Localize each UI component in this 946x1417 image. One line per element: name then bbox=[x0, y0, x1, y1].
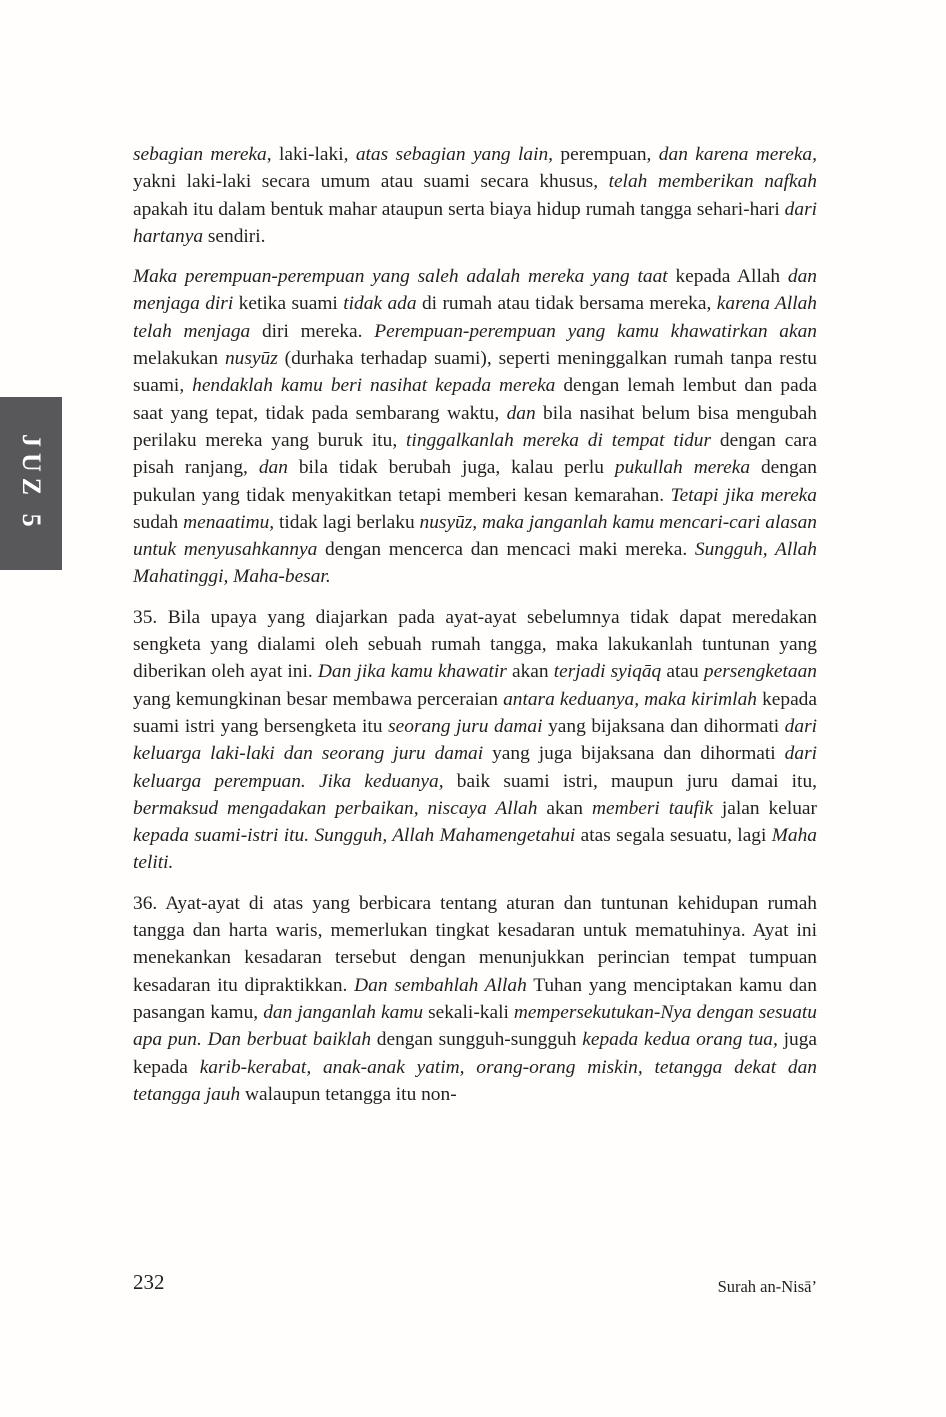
text-segment: tidak lagi berlaku bbox=[274, 511, 420, 533]
text-segment-italic: dan janganlah kamu bbox=[263, 1001, 424, 1023]
paragraph bbox=[133, 141, 817, 250]
text-segment-italic: kepada suami-istri itu. Sungguh, Allah Mahamengetahui bbox=[133, 825, 576, 847]
paragraph bbox=[133, 890, 817, 1108]
text-segment-italic: antara keduanya, maka kirimlah bbox=[503, 688, 757, 710]
text-segment-italic: Dan jika kamu khawatir bbox=[317, 661, 507, 683]
text-segment-italic: atas sebagian yang lain, bbox=[355, 144, 554, 165]
text-segment: bila nasihat belum bisa mengubah perilaku mereka yang buruk itu, bbox=[133, 402, 818, 451]
text-segment-italic: dari keluarga perempuan. Jika keduanya, bbox=[133, 743, 817, 792]
paragraph bbox=[133, 263, 817, 591]
text-segment-italic: menaatimu, bbox=[183, 511, 275, 533]
text-segment-italic: tinggalkanlah mereka di tempat tidur bbox=[406, 429, 712, 451]
body-text bbox=[133, 141, 817, 1108]
text-segment-italic: karib-kerabat, anak-anak yatim, orang-orang miskin, tetangga dekat dan tetangga jauh bbox=[133, 1056, 817, 1105]
text-segment: diri mereka. bbox=[250, 320, 375, 342]
juz-spine-tab bbox=[0, 397, 62, 570]
text-segment-italic: dari hartanya bbox=[133, 198, 817, 247]
text-segment-italic: persengketaan bbox=[703, 661, 817, 683]
text-segment-italic: Perempuan-perempuan yang kamu khawatirkan akan bbox=[374, 320, 818, 342]
footer-surah-title: Surah an-Nisā’ bbox=[717, 1277, 817, 1296]
text-segment: dengan cara pisah ranjang, bbox=[133, 429, 817, 479]
text-segment-italic: bermaksud mengadakan perbaikan, niscaya Allah bbox=[133, 797, 538, 819]
text-segment-italic: memberi taufik bbox=[591, 797, 713, 819]
text-segment: atau bbox=[661, 661, 704, 683]
text-segment-italic: seorang juru damai bbox=[388, 715, 543, 737]
text-segment-italic: sebagian mereka bbox=[133, 144, 267, 165]
text-segment: dengan mencerca dan mencaci maki mereka. bbox=[317, 539, 695, 561]
paragraph bbox=[133, 604, 817, 877]
text-segment-italic: mempersekutukan-Nya dengan sesuatu apa pun. Dan berbuat baiklah bbox=[133, 1001, 817, 1051]
text-segment: juga kepada bbox=[133, 1029, 818, 1078]
text-segment: jalan keluar bbox=[712, 797, 818, 819]
text-segment: , laki-laki, bbox=[266, 144, 356, 165]
text-segment-italic: pukullah mereka bbox=[614, 457, 751, 479]
text-segment-italic: Maka perempuan-perempuan yang saleh adalah mereka yang taat bbox=[133, 266, 668, 288]
page-number: 232 bbox=[133, 1270, 165, 1294]
text-segment: yakni laki-laki secara umum atau suami secara khusus, bbox=[133, 171, 609, 193]
text-segment-italic: Maha teliti. bbox=[133, 825, 818, 874]
text-segment: sendiri. bbox=[203, 225, 266, 247]
text-segment: yang bijaksana dan dihormati bbox=[542, 715, 785, 737]
text-segment: yang kemungkinan besar membawa perceraian bbox=[133, 688, 504, 710]
text-segment: akan bbox=[506, 661, 554, 683]
text-segment-italic: dan bbox=[506, 402, 536, 424]
text-segment: 35. Bila upaya yang diajarkan pada ayat-ayat sebelumnya tidak dapat meredakan sengketa yang dialami oleh sebuah rumah tangga, maka lakukanlah tuntunan yang diberikan oleh ayat ini. bbox=[133, 606, 817, 683]
text-segment-italic: telah memberikan nafkah bbox=[608, 171, 817, 193]
text-segment: melakukan bbox=[133, 348, 225, 370]
text-segment: dengan pukulan yang tidak menyakitkan tetapi memberi kesan kemarahan. bbox=[133, 457, 817, 506]
text-segment-italic: Tetapi jika mereka bbox=[670, 484, 817, 506]
text-segment: 36. Ayat-ayat di atas yang berbicara tentang aturan dan tuntunan kehidupan rumah tangga dan harta waris, memerlukan tingkat kesadaran untuk mematuhinya. Ayat ini menekankan kesadaran tersebut dengan menunjukkan perincian tempat tumpuan kesadaran itu dipraktikkan. bbox=[133, 892, 817, 996]
text-segment: di rumah atau tidak bersama mereka, bbox=[416, 293, 717, 315]
text-segment-italic: dan bbox=[258, 457, 288, 479]
text-segment: (durhaka terhadap suami), seperti meninggalkan rumah tanpa restu suami, bbox=[133, 348, 817, 397]
text-segment-italic: Sungguh, Allah Mahatinggi, Maha-besar. bbox=[133, 539, 817, 588]
text-segment: walaupun tetangga itu non- bbox=[240, 1083, 457, 1105]
text-segment-italic: dan menjaga diri bbox=[133, 266, 817, 315]
text-segment: sekali-kali bbox=[423, 1001, 514, 1023]
text-segment-italic: kepada kedua orang tua, bbox=[582, 1029, 778, 1051]
text-segment: ketika suami bbox=[233, 293, 344, 315]
text-segment: bila tidak berubah juga, kalau perlu bbox=[287, 457, 615, 479]
text-segment: dengan lemah lembut dan pada saat yang tepat, tidak pada sembarang waktu, bbox=[133, 375, 817, 424]
text-segment-italic: nusyūz bbox=[224, 348, 278, 370]
text-segment: atas segala sesuatu, lagi bbox=[575, 825, 772, 847]
text-segment-italic: karena Allah telah menjaga bbox=[133, 293, 817, 342]
text-segment-italic: dari keluarga laki-laki dan seorang juru damai bbox=[133, 715, 817, 765]
text-segment: akan bbox=[537, 797, 592, 819]
text-segment-italic: Dan sembahlah Allah bbox=[354, 974, 527, 996]
text-segment: dengan sungguh-sungguh bbox=[371, 1029, 583, 1051]
text-segment: kepada suami istri yang bersengketa itu bbox=[133, 688, 817, 737]
text-segment-italic: nusyūz, maka janganlah kamu mencari-cari alasan untuk menyusahkannya bbox=[133, 511, 817, 561]
text-segment-italic: terjadi syiqāq bbox=[553, 661, 662, 683]
text-segment: baik suami istri, maupun juru damai itu, bbox=[443, 770, 817, 792]
text-segment: yang juga bijaksana dan dihormati bbox=[483, 743, 785, 765]
text-segment: sudah bbox=[133, 511, 184, 533]
text-segment-italic: hendaklah kamu beri nasihat kepada mereka bbox=[192, 375, 556, 397]
text-segment: perempuan, bbox=[553, 144, 659, 165]
text-segment-italic: tidak ada bbox=[343, 293, 417, 315]
text-segment: apakah itu dalam bentuk mahar ataupun serta biaya hidup rumah tangga sehari-hari bbox=[133, 198, 785, 220]
text-segment-italic: dan karena mereka, bbox=[658, 144, 817, 165]
text-segment: kepada Allah bbox=[667, 266, 788, 288]
text-segment: Tuhan yang menciptakan kamu dan pasangan kamu, bbox=[133, 974, 817, 1023]
juz-label: JUZ 5 bbox=[17, 434, 46, 533]
